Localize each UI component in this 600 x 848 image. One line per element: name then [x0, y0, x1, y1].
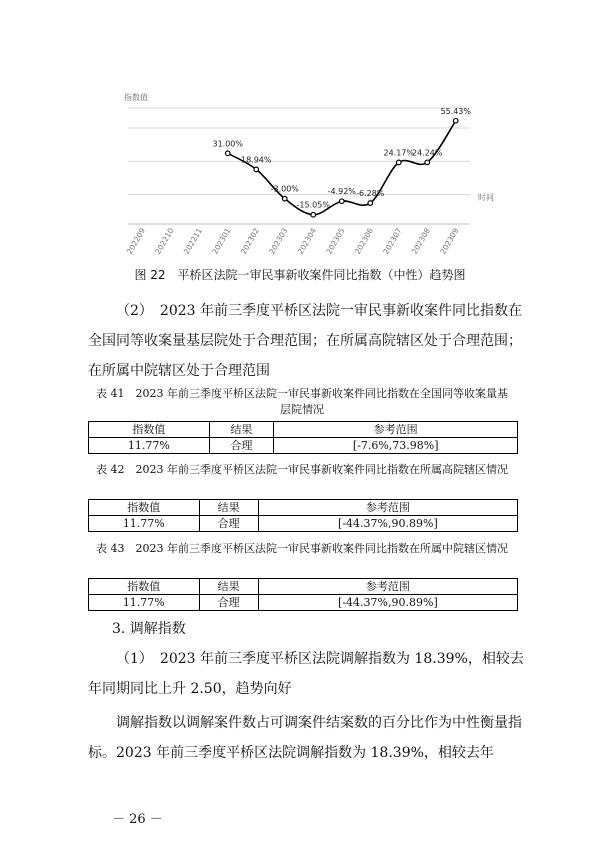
data-point-202305: [339, 199, 344, 204]
table-row: [89, 438, 518, 454]
x-axis-label: 时间: [478, 193, 494, 202]
x-tick-label-202305: 202305: [324, 226, 347, 256]
x-tick-label-202209: 202209: [124, 226, 147, 256]
header-reference-range: 参考范围: [274, 422, 518, 438]
data-point-202301: [225, 151, 230, 156]
header-result: 结果: [209, 422, 274, 438]
x-tick-label-202306: 202306: [352, 226, 375, 256]
paragraph-2: （1） 2023 年前三季度平桥区法院调解指数为 18.39%，相较去年同期同比上升 2.50，趋势向好: [88, 651, 524, 697]
cell-index-value: 11.77%: [89, 438, 210, 454]
x-tick-label-202301: 202301: [210, 226, 233, 256]
header-result: 结果: [199, 579, 258, 595]
trend-chart: [118, 86, 498, 264]
header-index-value: 指数值: [89, 500, 200, 516]
table-43: [88, 578, 518, 611]
header-index-value: 指数值: [89, 422, 210, 438]
cell-result: 合理: [199, 595, 258, 611]
table-41: [88, 421, 518, 454]
x-tick-label-202308: 202308: [409, 226, 432, 256]
x-tick-label-202211: 202211: [181, 226, 204, 256]
data-label-202309: 55.43%: [440, 106, 472, 116]
page-number: － 26 －: [112, 812, 163, 827]
x-tick-label-202307: 202307: [381, 226, 404, 256]
paragraph-1: （2） 2023 年前三季度平桥区法院一审民事新收案件同比指数在全国同等收案量基层院处于合理范围；在所属高院辖区处于合理范围；在所属中院辖区处于合理范围: [88, 303, 522, 379]
data-point-202302: [254, 167, 259, 172]
figure-caption: 图 22 平桥区法院一审民事新收案件同比指数（中性）趋势图: [134, 268, 466, 282]
data-label-202307: 24.17%: [383, 148, 415, 158]
cell-index-value: 11.77%: [89, 595, 200, 611]
header-reference-range: 参考范围: [258, 579, 517, 595]
table-43-caption: 表 43 2023 年前三季度平桥区法院一审民事新收案件同比指数在所属中院辖区情况: [96, 542, 508, 555]
data-label-202304: -15.05%: [296, 200, 330, 210]
cell-result: 合理: [199, 516, 258, 532]
table-row: [89, 516, 518, 532]
table-header-row: [89, 422, 518, 438]
section-heading-3: 3. 调解指数: [112, 621, 186, 637]
data-label-202301: 31.00%: [212, 139, 244, 149]
table-42: [88, 499, 518, 532]
paragraph-3: 调解指数以调解案件数占可调案件结案数的百分比作为中性衡量指标。2023 年前三季度平桥区法院调解指数为 18.39%，相较去年: [88, 715, 522, 761]
x-tick-label-202210: 202210: [153, 226, 176, 256]
data-point-202304: [311, 212, 316, 217]
cell-index-value: 11.77%: [89, 516, 200, 532]
data-point-202308: [425, 160, 430, 165]
data-label-202303: -3.00%: [270, 184, 299, 194]
data-point-202303: [282, 196, 287, 201]
header-reference-range: 参考范围: [258, 500, 517, 516]
data-label-202308: 24.24%: [411, 148, 443, 158]
x-tick-label-202304: 202304: [295, 226, 318, 256]
data-point-202307: [396, 160, 401, 165]
x-tick-label-202302: 202302: [238, 226, 261, 256]
data-point-202306: [368, 201, 373, 206]
data-label-202302: 18.94%: [240, 155, 272, 165]
data-point-202309: [453, 118, 458, 123]
cell-reference-range: [-7.6%,73.98%]: [274, 438, 518, 454]
header-result: 结果: [199, 500, 258, 516]
table-41-caption: 表 41 2023 年前三季度平桥区法院一审民事新收案件同比指数在全国同等收案量基层院情况: [96, 387, 508, 416]
cell-reference-range: [-44.37%,90.89%]: [258, 516, 517, 532]
header-index-value: 指数值: [89, 579, 200, 595]
x-tick-label-202309: 202309: [438, 226, 461, 256]
table-header-row: [89, 500, 518, 516]
data-label-202306: -6.28%: [356, 189, 385, 199]
y-axis-label: 指数值: [124, 93, 148, 102]
x-tick-label-202303: 202303: [267, 226, 290, 256]
table-row: [89, 595, 518, 611]
table-42-caption: 表 42 2023 年前三季度平桥区法院一审民事新收案件同比指数在所属高院辖区情况: [96, 463, 508, 476]
cell-reference-range: [-44.37%,90.89%]: [258, 595, 517, 611]
data-label-202305: -4.92%: [327, 187, 356, 197]
trend-line-chart: [118, 86, 498, 264]
table-header-row: [89, 579, 518, 595]
cell-result: 合理: [209, 438, 274, 454]
